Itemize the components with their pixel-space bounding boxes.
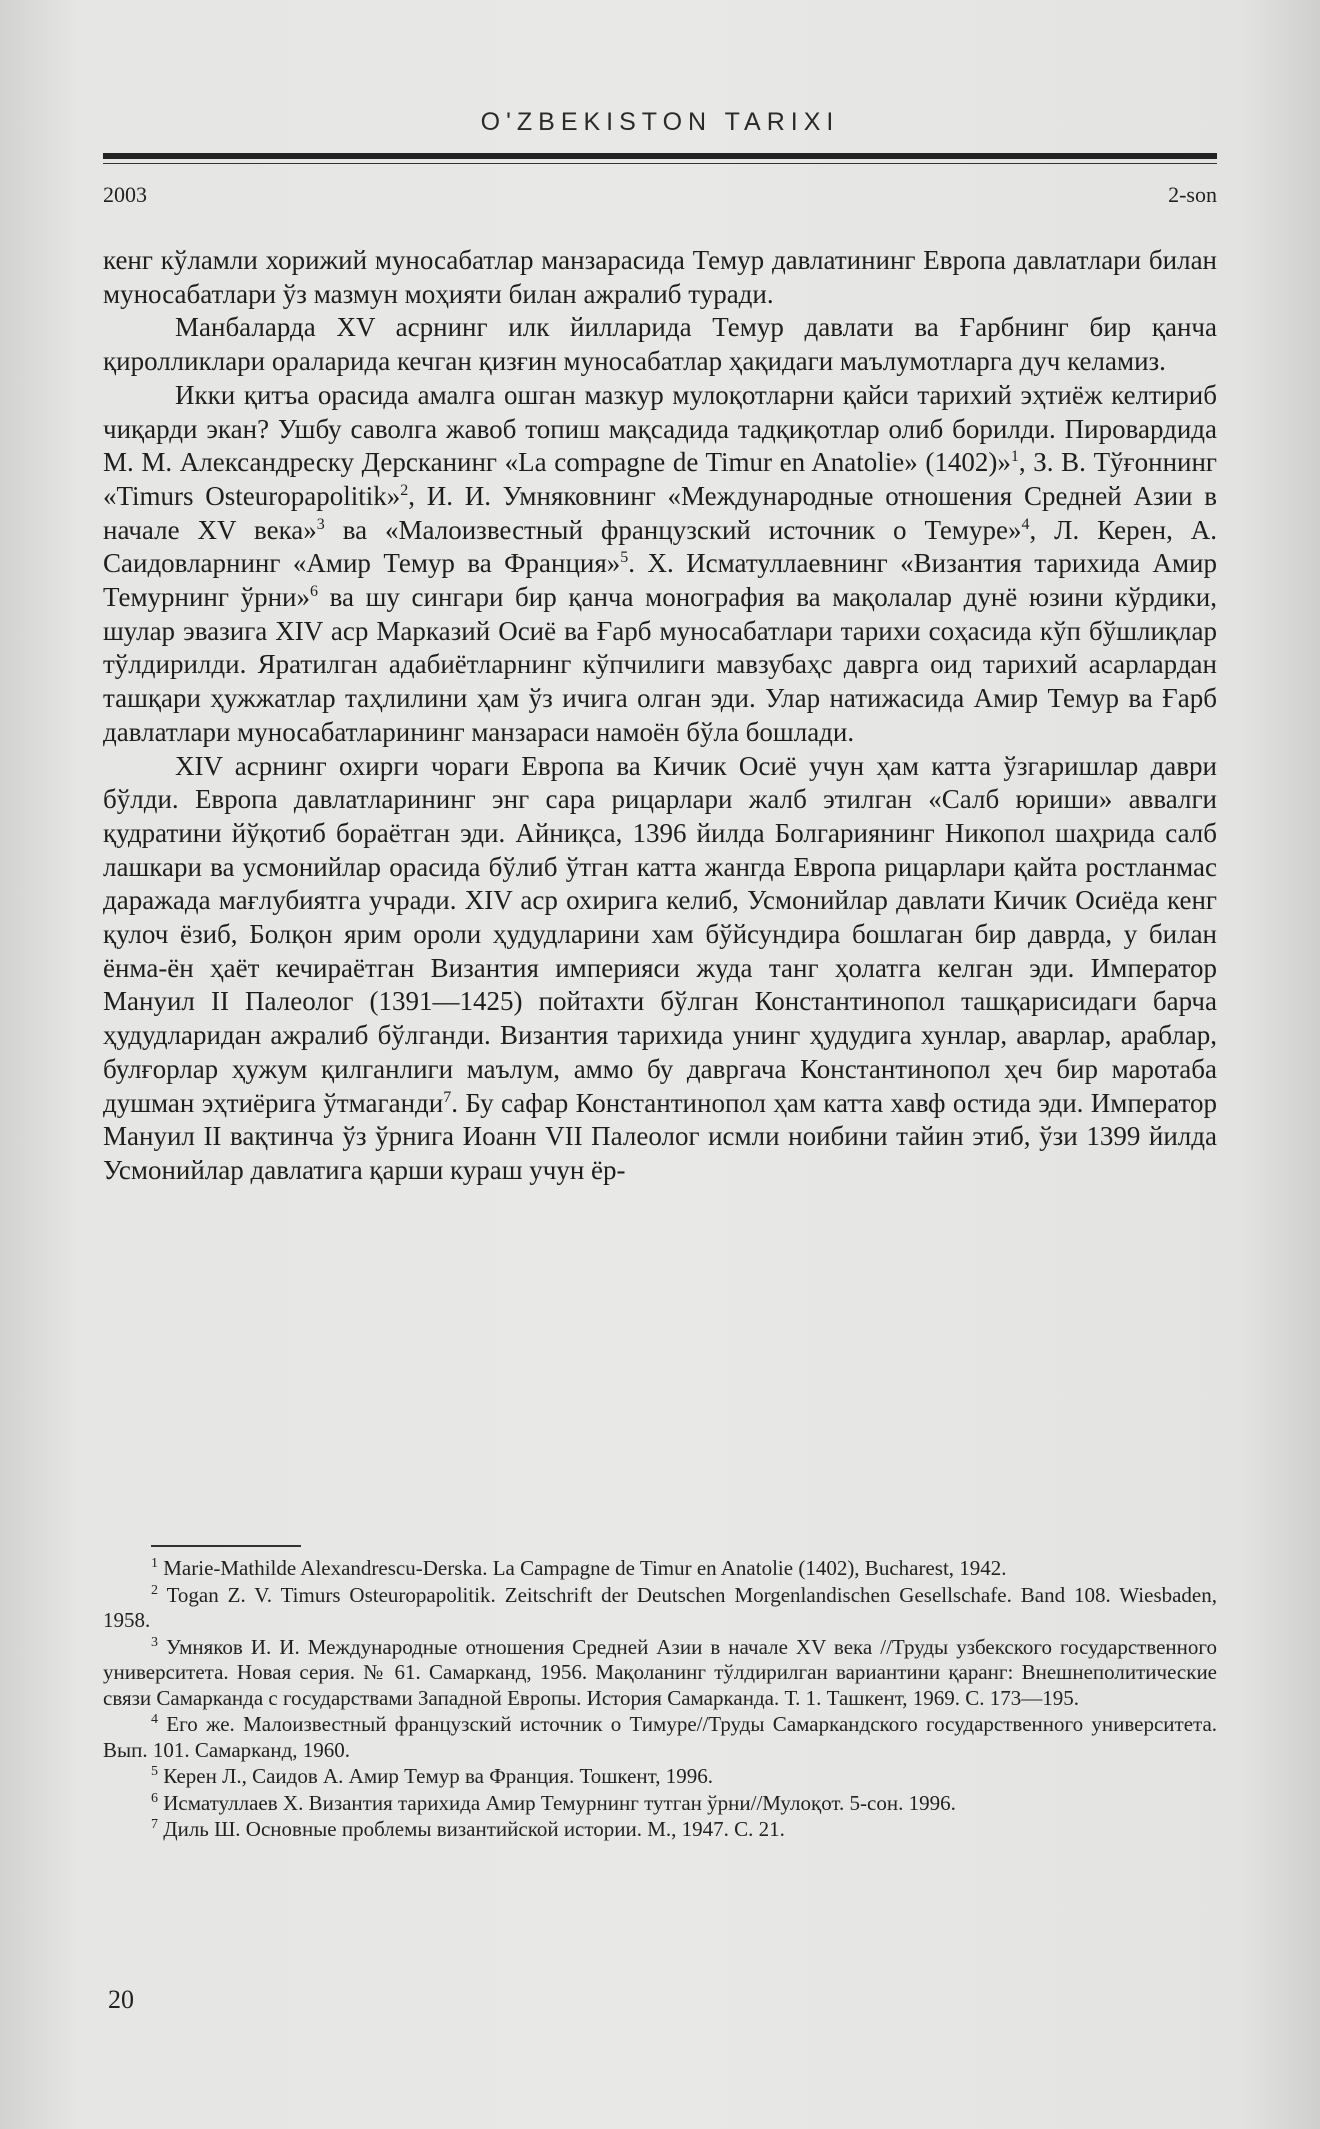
footnote: $^7$ Диль Ш. Основные проблемы византийской истории. М., 1947. С. 21. [151,1817,785,1841]
article-body [103,244,1217,1188]
header-rule-thin [103,163,1217,164]
paragraph: Икки қитъа орасида амалга ошган мазкур мулоқотларни қайси тарихий эҳтиёж келтириб чиқарди экан? Ушбу саволга жавоб топиш мақсадида тадқиқотлар олиб борилди. Пировардида М. М. Александреску Дерсканинг «La compagne de Timur en Anatolie» (1402)»$^1$, З. В. Тўғоннинг «Timurs Osteuropapolitik»$^2$, И. И. Умняковнинг «Международные отношения Средней Азии в начале XV века»$^3$ ва «Малоизвестный французский источник о Темуре»$^4$, Л. Керен, А. Саидовларнинг «Амир Темур ва Франция»$^5$. Х. Исматуллаевнинг «Византия тарихида Амир Темурнинг ўрни»$^6$ ва шу сингари бир қанча монография ва мақолалар дунё юзини кўрдики, шулар эвазига XIV аср Марказий Осиё ва Ғарб муносабатлари тарихи соҳасида кўп бўшлиқлар тўлдирилди. Яратилган адабиётларнинг кўпчилиги мавзубаҳс даврга оид тарихий асарлардан ташқари ҳужжатлар таҳлилини ҳам ўз ичига олган эди. Улар натижасида Амир Темур ва Ғарб давлатлари муносабатларининг манзараси намоён бўла бошлади. [103,379,1218,747]
footnote-ref: 5 [620,549,629,567]
footnote: $^2$ Togan Z. V. Timurs Osteuropapolitik. Zeitschrift der Deutschen Morgenlandischen Gesellschafe. Band 108. Wiesbaden, 1958. [103,1582,1218,1632]
header-rule-thick [103,153,1217,159]
issue-year: 2003 [103,182,147,207]
footnote: $^5$ Керен Л., Саидов А. Амир Темур ва Франция. Тошкент, 1996. [151,1764,713,1788]
footnote-ref: 7 [443,1088,452,1106]
footnote-ref: 1 [1010,448,1019,466]
footnote: $^4$ Его же. Малоизвестный французский источник о Тимуре//Труды Самаркандского государственного университета. Вып. 101. Самарканд, 1960. [103,1712,1218,1762]
footnote-ref: 3 [316,515,325,533]
page-number: 20 [108,1985,134,2014]
footnotes [103,1556,1217,1844]
footnote: $^6$ Исматуллаев Х. Византия тарихида Амир Темурнинг тутган ўрни//Мулоқот. 5-сон. 1996. [151,1790,956,1815]
issue-number: 2-son [1168,182,1217,207]
footnote: $^1$ Marie-Mathilde Alexandrescu-Derska. La Campagne de Timur en Anatolie (1402), Bucharest, 1942. [151,1556,1007,1580]
footnote-divider [151,1545,301,1547]
paragraph: кенг кўламли хорижий муносабатлар манзарасида Темур давлатининг Европа давлатлари билан муносабатлари ўз мазмун моҳияти билан ажралиб туради. [103,245,1217,309]
footnote-ref: 4 [1021,515,1030,533]
paragraph: XIV асрнинг охирги чораги Европа ва Кичик Осиё учун ҳам катта ўзгаришлар даври бўлди. Европа давлатларининг энг сара рицарлари жалб этилган «Салб юриши» аввалги қудратини йўқотиб бораётган эди. Айниқса, 1396 йилда Болгариянинг Никопол шаҳрида салб лашкари ва усмонийлар орасида бўлиб ўтган катта жангда Европа рицарлари қайта ростланмас даражада мағлубиятга учради. XIV аср охирига келиб, Усмонийлар давлати Кичик Осиёда кенг қулоч ёзиб, Болқон ярим ороли ҳудудларини хам бўйсундира бошлаган бир даврда, у билан ёнма-ён ҳаёт кечираётган Византия империяси жуда танг ҳолатга келган эди. Император Мануил II Палеолог (1391—1425) пойтахти бўлган Константинопол ташқарисидаги барча ҳудудларидан ажралиб бўлганди. Византия тарихида унинг ҳудудига хунлар, аварлар, араблар, булғорлар ҳужум қилганлиги маълум, аммо бу давргача Константинопол ҳеч бир маротаба душман эҳтиёрига ўтмаганди$^7$. Бу сафар Константинопол ҳам катта хавф остида эди. Император Мануил II вақтинча ўз ўрнига Иоанн VII Палеолог исмли ноибини тайин этиб, ўзи 1399 йилда Усмонийлар давлатига қарши кураш учун ёр- [103,750,1217,1185]
footnote-ref: 2 [400,481,409,499]
journal-title: O'ZBEKISTON TARIXI [480,108,840,136]
footnote: $^3$ Умняков И. И. Международные отношения Средней Азии в начале XV века //Труды узбекского государственного университета. Новая серия. № 61. Самарканд, 1956. Мақоланинг тўлдирилган вариантини қаранг: Внешнеполитические связи Самарканда с государствами Западной Европы. История Самарканда. Т. 1. Ташкент, 1969. С. 173—195. [103,1634,1218,1710]
paragraph: Манбаларда XV асрнинг илк йилларида Темур давлати ва Ғарбнинг бир қанча қиролликлари ораларида кечган қизғин муносабатлар ҳақидаги маълумотларга дуч келамиз. [103,312,1217,377]
footnote-ref: 6 [309,583,318,601]
